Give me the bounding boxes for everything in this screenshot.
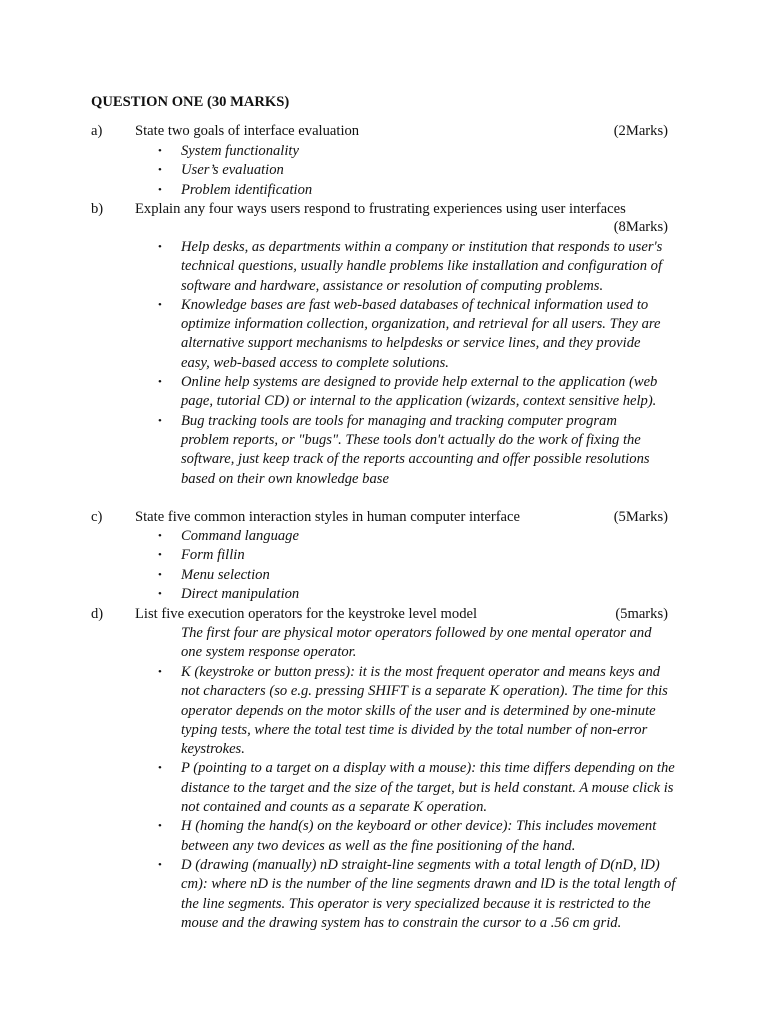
question-b-text: Explain any four ways users respond to frustrating experiences using user interfaces xyxy=(135,201,626,217)
question-b-label: b) xyxy=(91,201,104,217)
bullet-icon: • xyxy=(158,666,162,678)
answer-item xyxy=(158,759,679,817)
question-d-intro: The first four are physical motor operators followed by one mental operator and one system response operator. xyxy=(181,625,652,661)
question-d-text: List five execution operators for the keystroke level model xyxy=(135,606,478,622)
answer-item xyxy=(158,412,663,489)
answer-item-text: Problem identification xyxy=(181,181,313,198)
bullet-icon: • xyxy=(158,298,162,311)
bullet-icon: • xyxy=(158,376,162,389)
answer-item xyxy=(158,585,681,604)
question-c-marks: (5Marks) xyxy=(613,509,668,525)
bullet-icon: • xyxy=(158,145,162,157)
question-d-label: d) xyxy=(91,606,104,622)
answer-item xyxy=(158,856,679,933)
answer-item-text: Command language xyxy=(181,528,299,544)
bullet-icon: • xyxy=(158,241,162,253)
answer-item-text: Help desks, as departments within a company or institution that responds to user's technical questions, usually handle problems like installation and configuration of software and hardware, assistance or resolution of computing problems. xyxy=(181,239,663,294)
answer-item xyxy=(158,181,681,200)
answer-item xyxy=(158,373,663,412)
answer-item xyxy=(158,161,681,180)
question-c-answer-list xyxy=(158,527,681,604)
question-a-answer-list xyxy=(158,142,681,200)
answer-item-text: D (drawing (manually) nD straight-line segments with a total length of D(nD, lD) cm): where nD is the number of the line segments drawn and lD is the total length of the line segments. This operator is very specialized because it is restricted to the mouse and the drawing system has to constrain the cursor to a .56 cm grid. xyxy=(181,856,676,931)
answer-item xyxy=(158,142,681,161)
answer-item xyxy=(158,527,681,546)
answer-item-text: User’s evaluation xyxy=(181,162,284,179)
answer-item-text: Direct manipulation xyxy=(181,585,300,602)
answer-item xyxy=(158,663,679,759)
bullet-icon: • xyxy=(158,183,162,196)
bullet-icon: • xyxy=(158,414,162,427)
bullet-icon: • xyxy=(158,164,162,177)
answer-item-text: Knowledge bases are fast web-based databases of technical information used to optimize information collection, organization, and retrieval for all users. They are alternative support mechanisms to helpdesks or service lines, and they provide easy, web-based access to complete solutions. xyxy=(181,296,661,371)
answer-item xyxy=(158,817,679,856)
bullet-icon: • xyxy=(158,820,162,833)
answer-item-text: H (homing the hand(s) on the keyboard or other device): This includes movement between any two devices as well as the fine positioning of the hand. xyxy=(181,818,657,854)
bullet-icon: • xyxy=(158,587,162,600)
answer-item xyxy=(158,546,681,565)
bullet-icon: • xyxy=(158,549,162,562)
question-c-label: c) xyxy=(91,509,103,525)
question-a-text: State two goals of interface evaluation xyxy=(135,123,360,139)
bullet-icon: • xyxy=(158,858,162,871)
question-a-marks: (2Marks) xyxy=(613,123,668,139)
question-heading: QUESTION ONE (30 MARKS) xyxy=(91,94,290,110)
answer-item-text: Online help systems are designed to provide help external to the application (web page, tutorial CD) or internal to the application (wizards, context sensitive help). xyxy=(181,374,658,410)
answer-item-text: P (pointing to a target on a display with a mouse): this time differs depending on the distance to the target and the size of the target, but is held constant. A mouse click is not contained and counts as a separate K operation. xyxy=(181,760,675,816)
question-a-label: a) xyxy=(91,123,103,139)
question-c-text: State five common interaction styles in human computer interface xyxy=(135,509,520,525)
answer-item xyxy=(158,238,663,296)
bullet-icon: • xyxy=(158,530,162,542)
bullet-icon: • xyxy=(158,568,162,581)
answer-item-text: System functionality xyxy=(181,143,299,159)
answer-item xyxy=(158,566,681,585)
answer-item-text: K (keystroke or button press): it is the most frequent operator and means keys and not characters (so e.g. pressing SHIFT is a separate K operation). The time for this operator depends on the motor skills of the user and is determined by one-minute typing tests, where the total test time is divided by the total number of non-error keystrokes. xyxy=(181,664,668,758)
bullet-icon: • xyxy=(158,762,162,775)
answer-item-text: Menu selection xyxy=(181,566,270,583)
question-b-answer-list xyxy=(158,238,663,489)
answer-item-text: Bug tracking tools are tools for managing and tracking computer program problem reports, or "bugs". These tools don't actually do the work of fixing the software, just keep track of the reports accounting and offer possible resolutions based on their own knowledge base xyxy=(181,412,650,487)
question-d-marks: (5marks) xyxy=(615,606,668,622)
answer-item-text: Form fillin xyxy=(181,547,245,564)
answer-item xyxy=(158,296,663,373)
question-b-marks: (8Marks) xyxy=(613,219,668,235)
question-d-answer-list xyxy=(158,663,679,933)
